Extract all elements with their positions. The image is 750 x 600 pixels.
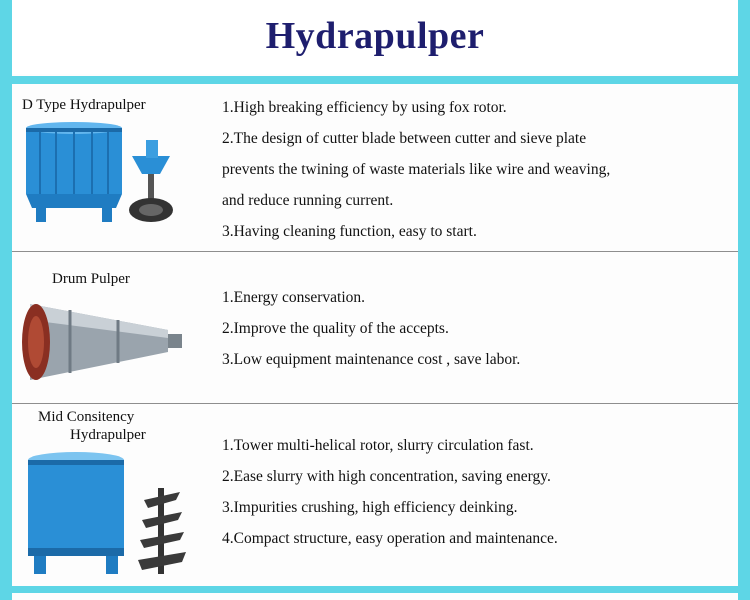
mid-consistency-hydrapulper-image — [20, 448, 196, 580]
page-title: Hydrapulper — [265, 15, 485, 57]
header — [12, 0, 738, 74]
feature-item: 3.Impurities crushing, high efficiency deinking. — [222, 499, 518, 516]
section-label-line1: Mid Consitency — [38, 409, 135, 425]
feature-item: and reduce running current. — [222, 192, 394, 209]
feature-item: prevents the twining of waste materials like wire and weaving, — [222, 161, 611, 178]
feature-item: 3.Low equipment maintenance cost , save labor. — [222, 351, 521, 368]
section-mid-consistency — [12, 404, 738, 584]
section-drum-pulper — [12, 252, 738, 402]
section-d-type — [12, 84, 738, 250]
section-label: D Type Hydrapulper — [22, 97, 146, 113]
feature-item: 1.High breaking efficiency by using fox rotor. — [222, 99, 507, 116]
feature-item: 2.Improve the quality of the accepts. — [222, 320, 449, 337]
feature-item: 1.Energy conservation. — [222, 289, 366, 306]
cyan-band-top — [0, 76, 750, 84]
feature-item: 2.The design of cutter blade between cutter and sieve plate — [222, 130, 587, 147]
section-label — [38, 408, 146, 444]
d-type-hydrapulper-image — [20, 118, 190, 230]
drum-pulper-image — [18, 294, 188, 390]
feature-list — [222, 430, 558, 554]
feature-list — [222, 92, 610, 247]
cyan-band-bottom — [0, 586, 750, 593]
section-label: Drum Pulper — [52, 271, 130, 287]
feature-list — [222, 282, 520, 375]
feature-item: 1.Tower multi-helical rotor, slurry circulation fast. — [222, 437, 534, 454]
section-label-line2: Hydrapulper — [70, 427, 146, 443]
feature-item: 4.Compact structure, easy operation and maintenance. — [222, 530, 558, 547]
feature-item: 3.Having cleaning function, easy to start. — [222, 223, 477, 240]
feature-item: 2.Ease slurry with high concentration, saving energy. — [222, 468, 551, 485]
